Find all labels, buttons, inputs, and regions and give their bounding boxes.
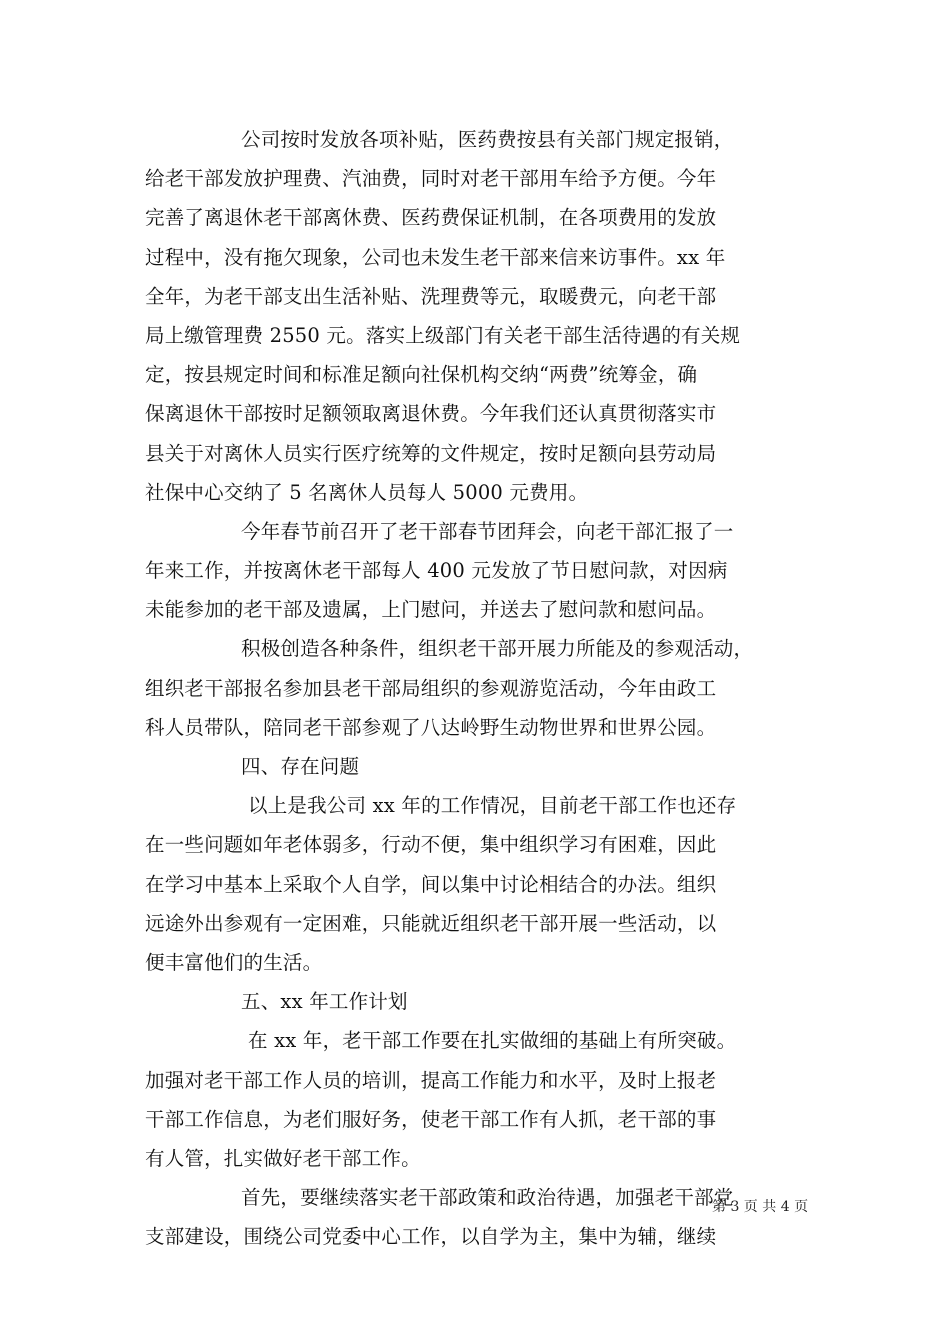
paragraph-line: 年来工作，并按离休老干部每人 400 元发放了节日慰问款，对因病 — [145, 559, 728, 583]
paragraph-line: 在 xx 年，老干部工作要在扎实做细的基础上有所突破。 — [248, 1029, 737, 1053]
paragraph-line: 保离退休干部按时足额领取离退休费。今年我们还认真贯彻落实市 — [145, 402, 717, 426]
paragraph-line: 今年春节前召开了老干部春节团拜会，向老干部汇报了一 — [241, 519, 734, 543]
paragraph-line: 全年，为老干部支出生活补贴、洗理费等元，取暖费元，向老干部 — [145, 284, 717, 308]
paragraph-line: 未能参加的老干部及遗属，上门慰问，并送去了慰问款和慰问品。 — [145, 598, 717, 622]
paragraph-line: 局上缴管理费 2550 元。落实上级部门有关老干部生活待遇的有关规 — [145, 323, 741, 347]
paragraph-line: 积极创造各种条件，组织老干部开展力所能及的参观活动， — [241, 637, 754, 661]
paragraph-line: 便丰富他们的生活。 — [145, 950, 323, 974]
paragraph-line: 首先，要继续落实老干部政策和政治待遇，加强老干部党 — [241, 1186, 734, 1210]
paragraph-line: 完善了离退休老干部离休费、医药费保证机制，在各项费用的发放 — [145, 206, 717, 230]
paragraph-line: 远途外出参观有一定困难，只能就近组织老干部开展一些活动，以 — [145, 911, 717, 935]
paragraph-line: 在一些问题如年老体弱多，行动不便，集中组织学习有困难，因此 — [145, 833, 717, 857]
paragraph-line: 以上是我公司 xx 年的工作情况，目前老干部工作也还存 — [248, 794, 737, 818]
paragraph-line: 干部工作信息，为老们服好务，使老干部工作有人抓，老干部的事 — [145, 1107, 717, 1131]
body-text — [145, 120, 825, 1256]
paragraph-line: 在学习中基本上采取个人自学，间以集中讨论相结合的办法。组织 — [145, 872, 717, 896]
paragraph-line: 定，按县规定时间和标准足额向社保机构交纳“两费”统筹金，确 — [145, 363, 698, 387]
section-heading: 四、存在问题 — [241, 755, 360, 778]
paragraph-line: 组织老干部报名参加县老干部局组织的参观游览活动，今年由政工 — [145, 676, 717, 700]
paragraph-line: 公司按时发放各项补贴，医药费按县有关部门规定报销， — [241, 128, 734, 151]
paragraph-line: 支部建设，围绕公司党委中心工作，以自学为主，集中为辅，继续 — [145, 1225, 717, 1249]
paragraph-line: 科人员带队，陪同老干部参观了八达岭野生动物世界和世界公园。 — [145, 715, 717, 739]
paragraph-line: 加强对老干部工作人员的培训，提高工作能力和水平，及时上报老 — [145, 1068, 717, 1092]
paragraph-line: 社保中心交纳了 5 名离休人员每人 5000 元费用。 — [145, 480, 589, 504]
paragraph-line: 过程中，没有拖欠现象，公司也未发生老干部来信来访事件。xx 年 — [145, 245, 726, 269]
paragraph-line: 给老干部发放护理费、汽油费，同时对老干部用车给予方便。今年 — [145, 167, 717, 191]
paragraph-line: 县关于对离休人员实行医疗统筹的文件规定，按时足额向县劳动局 — [145, 441, 717, 465]
section-heading: 五、xx 年工作计划 — [241, 990, 408, 1014]
page-number: 第 3 页 共 4 页 — [712, 1199, 809, 1215]
paragraph-line: 有人管，扎实做好老干部工作。 — [145, 1146, 421, 1170]
